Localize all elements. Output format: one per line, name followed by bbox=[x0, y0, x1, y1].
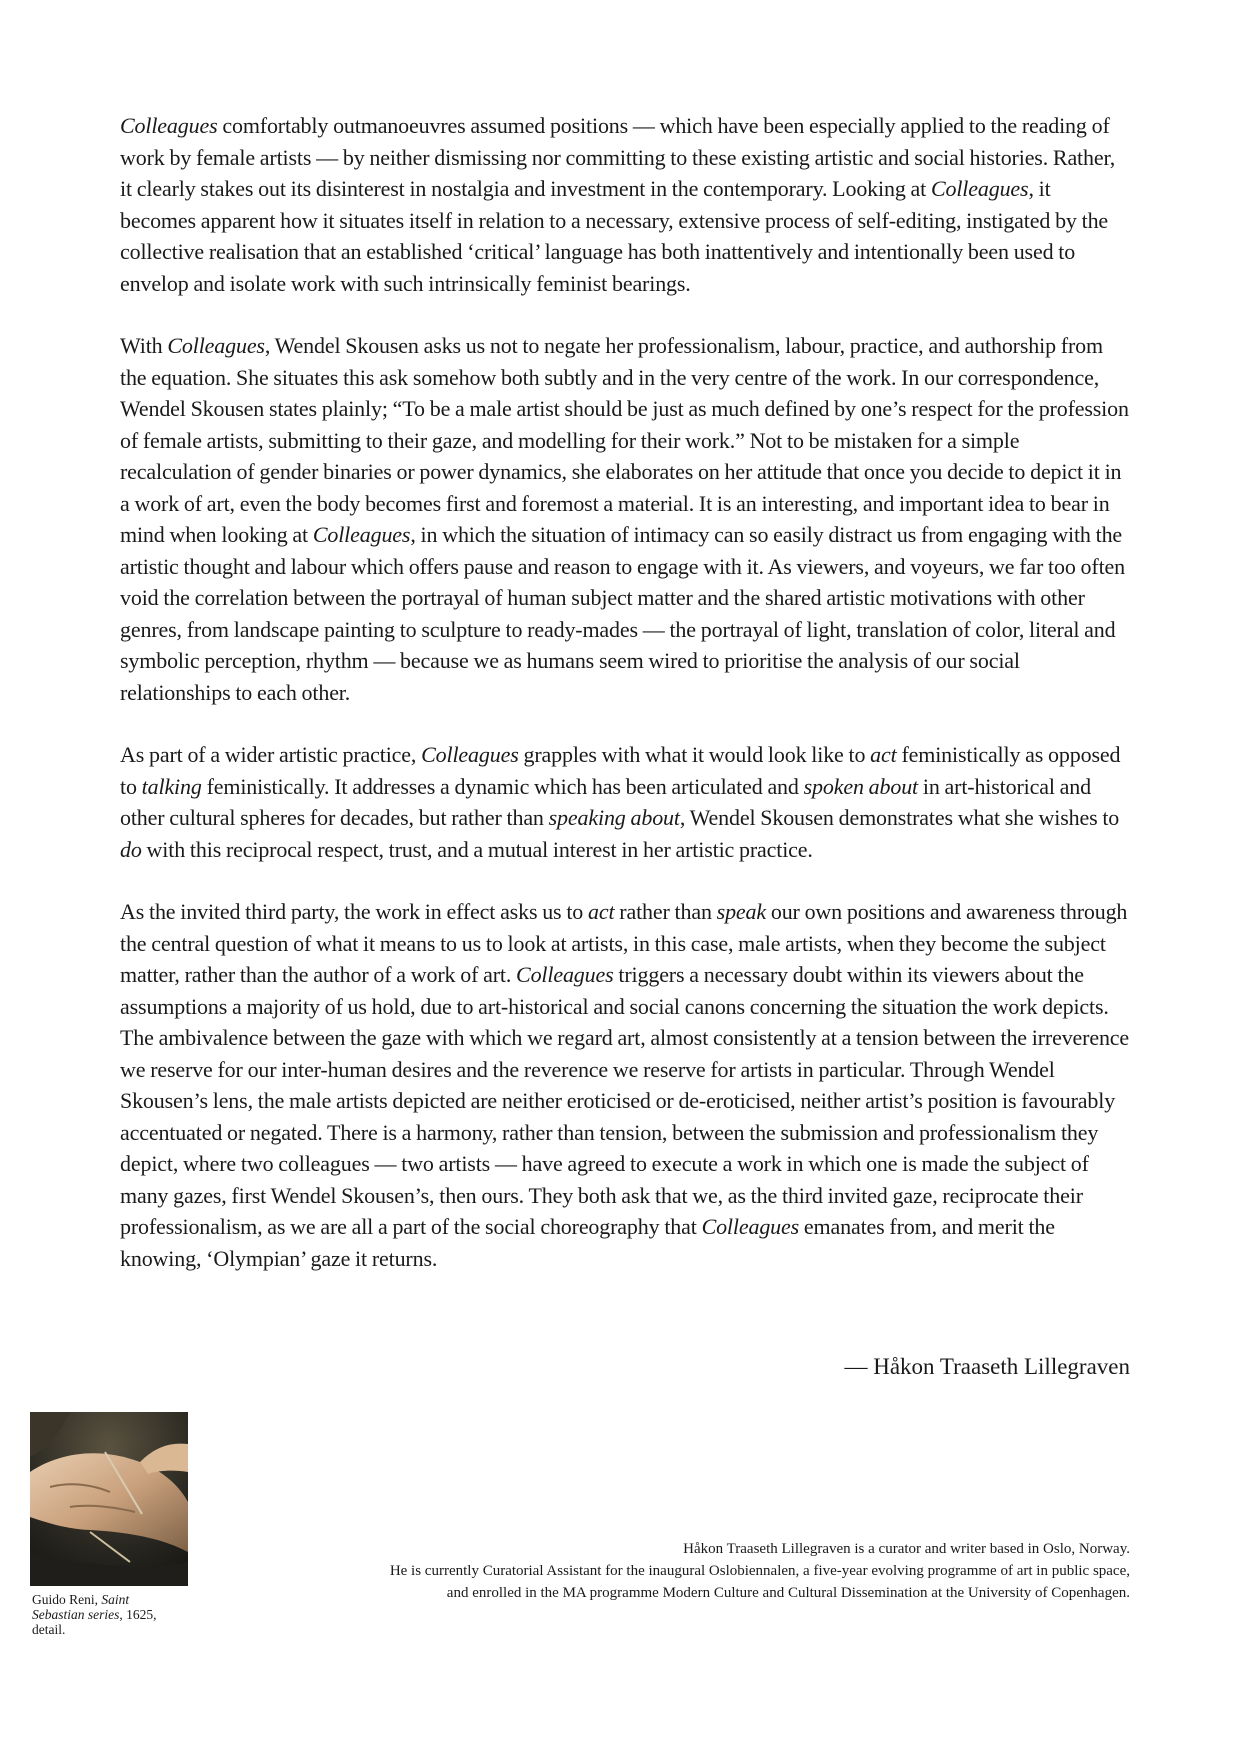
essay-body bbox=[120, 110, 1130, 1305]
bio-line: and enrolled in the MA programme Modern Culture and Cultural Dissemination at the University of Copenhagen. bbox=[446, 1585, 1130, 1601]
text-run: Guido Reni, bbox=[32, 1592, 102, 1607]
italic-text: Saint Sebastian series bbox=[32, 1592, 130, 1622]
paragraph bbox=[120, 330, 1130, 708]
italic-text: speak bbox=[716, 899, 766, 924]
italic-text: act bbox=[587, 899, 615, 924]
text-run: , Wendel Skousen demonstrates what she wishes to bbox=[679, 805, 1120, 830]
italic-text: speaking about bbox=[548, 805, 680, 830]
author-bio bbox=[230, 1538, 1130, 1604]
text-run: , it becomes apparent how it situates itself in relation to a necessary, extensive process of self-editing, instigated by the collective realisation that an established ‘critical’ language has both inattentively and intentionally been used to envelop and isolate work with such intrinsically feminist bearings. bbox=[120, 176, 1109, 296]
text-run: in art-historical and other cultural spheres for decades, but rather than bbox=[120, 773, 1091, 830]
italic-text: Colleagues bbox=[701, 1214, 800, 1239]
italic-text: Colleagues bbox=[312, 522, 411, 547]
text-run: grapples with what it would look like to bbox=[518, 742, 871, 767]
image-caption bbox=[32, 1592, 182, 1637]
paragraph bbox=[120, 896, 1130, 1274]
text-run: with this reciprocal respect, trust, and a mutual interest in her artistic practice. bbox=[141, 836, 813, 862]
text-run: , in which the situation of intimacy can so easily distract us from engaging with the artistic thought and labour which offers pause and reason to engage with it. As viewers, and voyeurs, we far too often void the correlation between the portrayal of human subject matter and the shared artistic motivations with other genres, from landscape painting to sculpture to ready-mades — the portrayal of light, translation of color, literal and symbolic perception, rhythm — because we as humans seem wired to prioritise the analysis of our social relationships to each other. bbox=[120, 522, 1126, 705]
text-run: As the invited third party, the work in effect asks us to bbox=[120, 899, 588, 924]
italic-text: spoken about bbox=[803, 773, 919, 799]
text-run: emanates from, and merit the knowing, ‘Olympian’ gaze it returns. bbox=[120, 1214, 1055, 1271]
text-run: As part of a wider artistic practice, bbox=[120, 742, 422, 767]
bio-line: He is currently Curatorial Assistant for the inaugural Oslobiennalen, a five-year evolving programme of art in public space, bbox=[389, 1563, 1130, 1579]
author-signature: — Håkon Traaseth Lillegraven bbox=[844, 1354, 1130, 1379]
text-run: feministically. It addresses a dynamic which has been articulated and bbox=[201, 773, 804, 799]
text-run: , 1625, detail. bbox=[32, 1607, 157, 1637]
text-run: With bbox=[120, 333, 168, 358]
text-run: comfortably outmanoeuvres assumed positions — which have been especially applied to the reading of work by female artists — by neither dismissing nor committing to these existing artistic and social histories. Rather, it clearly stakes out its disinterest in nostalgia and investment in the contemporary. Looking at bbox=[120, 113, 1116, 201]
italic-text: Colleagues bbox=[120, 113, 218, 138]
paragraph bbox=[120, 739, 1130, 865]
italic-text: talking bbox=[141, 773, 202, 799]
text-run: rather than bbox=[614, 899, 717, 924]
text-run: our own positions and awareness through the central question of what it means to us to look at artists, in this case, male artists, when they become the subject matter, rather than the author of a work of art. bbox=[120, 899, 1128, 987]
paragraph bbox=[120, 110, 1130, 299]
italic-text: Colleagues bbox=[516, 962, 614, 987]
text-run: , Wendel Skousen asks us not to negate her professionalism, labour, practice, and authorship from the equation. She situates this ask somehow both subtly and in the very centre of the work. In our correspondence, Wendel Skousen states plainly; “To be a male artist should be just as much defined by one’s respect for the profession of female artists, submitting to their gaze, and modelling for their work.” Not to be mistaken for a simple recalculation of gender binaries or power dynamics, she elaborates on her attitude that once you decide to depict it in a work of art, even the body becomes first and foremost a material. It is an interesting, and important idea to bear in mind when looking at bbox=[120, 333, 1129, 547]
painting-thumbnail bbox=[30, 1412, 188, 1586]
text-run: feministically as opposed to bbox=[120, 742, 1121, 799]
italic-text: act bbox=[870, 742, 897, 767]
italic-text: Colleagues bbox=[167, 333, 265, 358]
italic-text: Colleagues bbox=[930, 176, 1029, 201]
text-run: triggers a necessary doubt within its viewers about the assumptions a majority of us hold, due to art-historical and social canons concerning the situation the work depicts. The ambivalence between the gaze with which we regard art, almost consistently at a tension between the irreverence we reserve for our inter-human desires and the reverence we reserve for artists in particular. Through Wendel Skousen’s lens, the male artists depicted are neither eroticised or de-eroticised, neither artist’s position is favourably accentuated or negated. There is a harmony, rather than tension, between the submission and professionalism they depict, where two colleagues — two artists — have agreed to execute a work in which one is made the subject of many gazes, first Wendel Skousen’s, then ours. They both ask that we, as the third invited gaze, reciprocate their professionalism, as we are all a part of the social choreography that bbox=[120, 962, 1130, 1239]
italic-text: do bbox=[120, 836, 142, 862]
italic-text: Colleagues bbox=[421, 742, 519, 767]
bio-line: Håkon Traaseth Lillegraven is a curator and writer based in Oslo, Norway. bbox=[683, 1541, 1130, 1557]
